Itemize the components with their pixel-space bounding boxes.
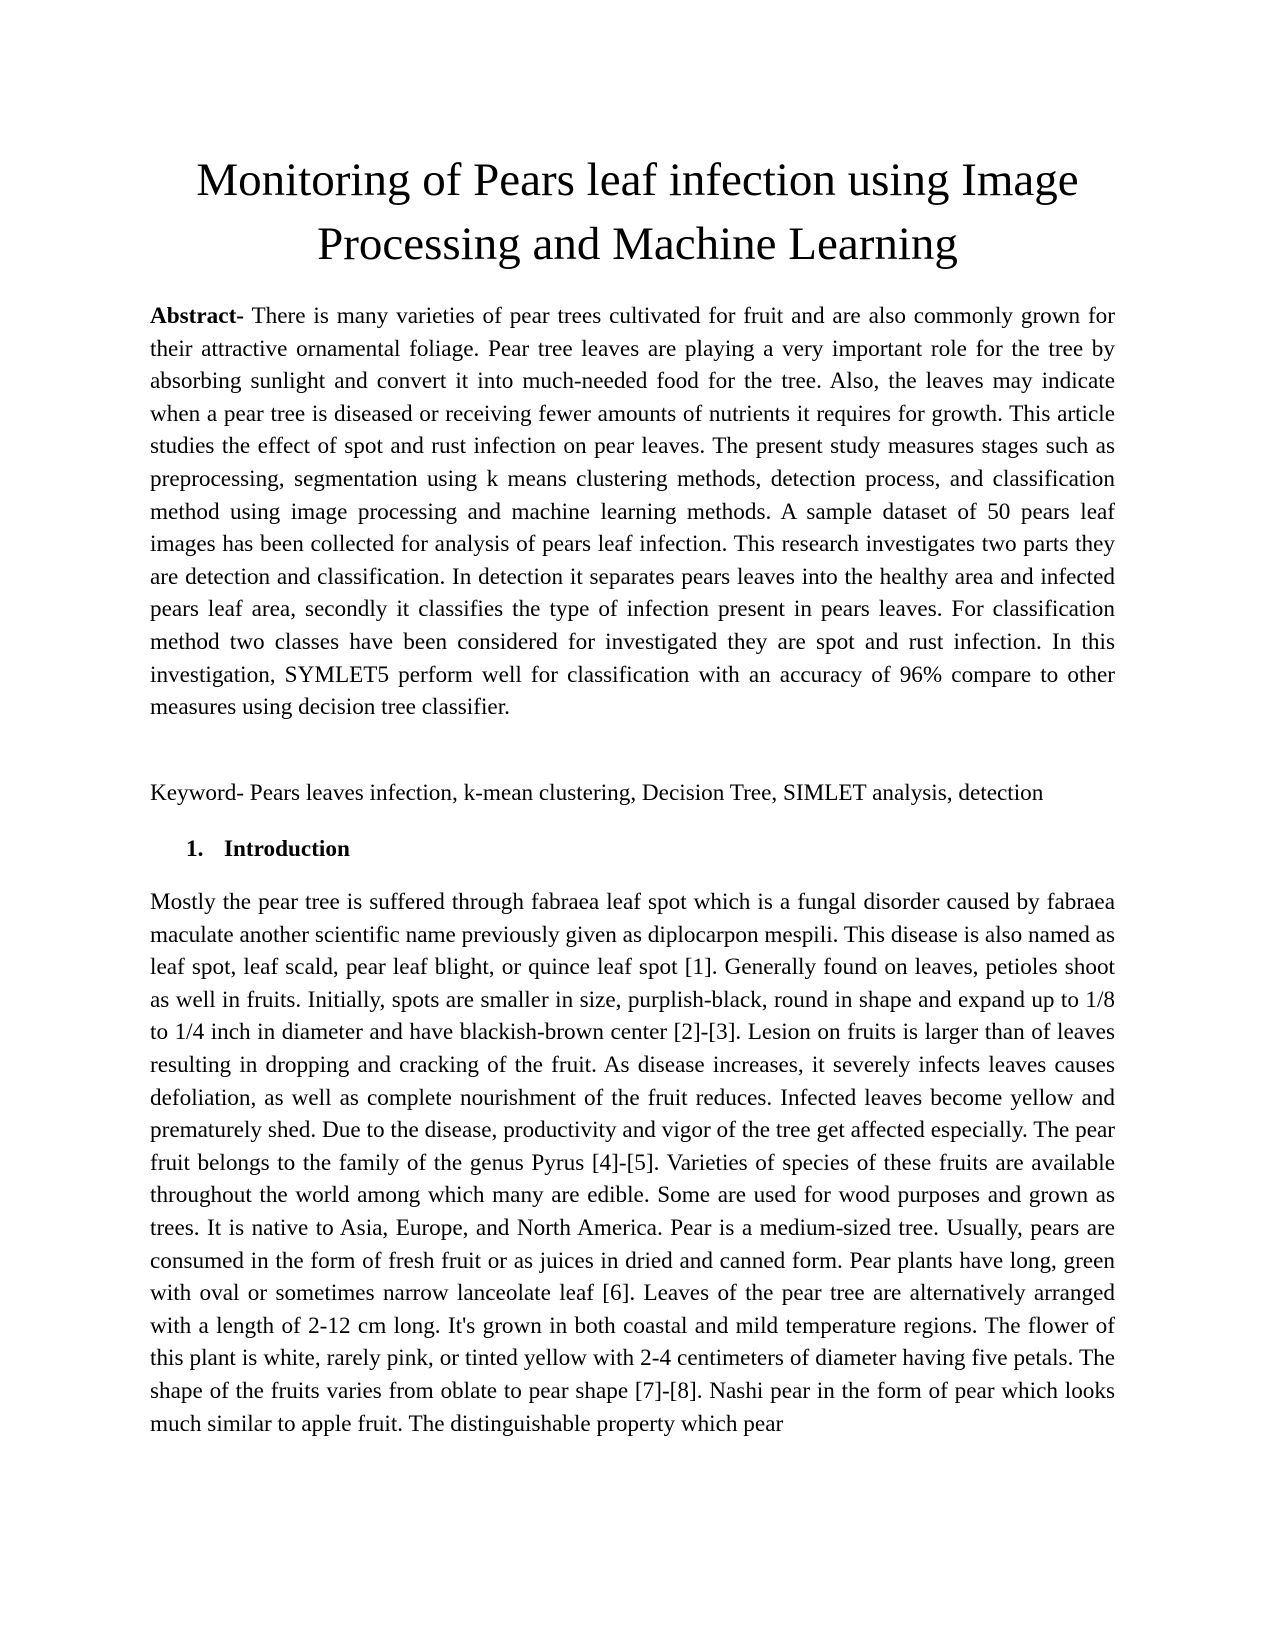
title-line-1: Monitoring of Pears leaf infection using Image bbox=[196, 154, 1079, 206]
introduction-paragraph: Mostly the pear tree is suffered through fabraea leaf spot which is a fungal disorder caused by fabraea maculate another scientific name previously given as diplocarpon mespili. This disease is also named as leaf spot, leaf scald, pear leaf blight, or quince leaf spot [1]. Generally found on leaves, petioles shoot as well in fruits. Initially, spots are smaller in size, purplish-black, round in shape and expand up to 1/8 to 1/4 inch in diameter and have blackish-brown center [2]-[3]. Lesion on fruits is larger than of leaves resulting in dropping and cracking of the fruit. As disease increases, it severely infects leaves causes defoliation, as well as complete nourishment of the fruit reduces. Infected leaves become yellow and prematurely shed. Due to the disease, productivity and vigor of the tree get affected especially. The pear fruit belongs to the family of the genus Pyrus [4]-[5]. Varieties of species of these fruits are available throughout the world among which many are edible. Some are used for wood purposes and grown as trees. It is native to Asia, Europe, and North America. Pear is a medium-sized tree. Usually, pears are consumed in the form of fresh fruit or as juices in dried and canned form. Pear plants have long, green with oval or sometimes narrow lanceolate leaf [6]. Leaves of the pear tree are alternatively arranged with a length of 2-12 cm long. It's grown in both coastal and mild temperature regions. The flower of this plant is white, rarely pink, or tinted yellow with 2-4 centimeters of diameter having five petals. The shape of the fruits varies from oblate to pear shape [7]-[8]. Nashi pear in the form of pear which looks much similar to apple fruit. The distinguishable property which pear bbox=[150, 889, 1115, 1437]
title-line-2: Processing and Machine Learning bbox=[317, 218, 958, 270]
abstract-paragraph bbox=[150, 300, 1115, 724]
abstract-label: Abstract- bbox=[150, 303, 245, 329]
section-number: 1. bbox=[186, 836, 204, 862]
section-heading-introduction bbox=[186, 833, 350, 865]
section-title: Introduction bbox=[224, 836, 350, 862]
abstract-text: There is many varieties of pear trees cultivated for fruit and are also commonly grown for their attractive ornamental foliage. Pear tree leaves are playing a very important role for the tree by absorbing sunlight and convert it into much-needed food for the tree. Also, the leaves may indicate when a pear tree is diseased or receiving fewer amounts of nutrients it requires for growth. This article studies the effect of spot and rust infection on pear leaves. The present study measures stages such as preprocessing, segmentation using k means clustering methods, detection process, and classification method using image processing and machine learning methods. A sample dataset of 50 pears leaf images has been collected for analysis of pears leaf infection. This research investigates two parts they are detection and classification. In detection it separates pears leaves into the healthy area and infected pears leaf area, secondly it classifies the type of infection present in pears leaves. For classification method two classes have been considered for investigated they are spot and rust infection. In this investigation, SYMLET5 perform well for classification with an accuracy of 96% compare to other measures using decision tree classifier. bbox=[150, 303, 1115, 721]
paper-title bbox=[120, 148, 1155, 276]
keywords-line: Keyword- Pears leaves infection, k-mean clustering, Decision Tree, SIMLET analysis, detection bbox=[150, 780, 1044, 806]
